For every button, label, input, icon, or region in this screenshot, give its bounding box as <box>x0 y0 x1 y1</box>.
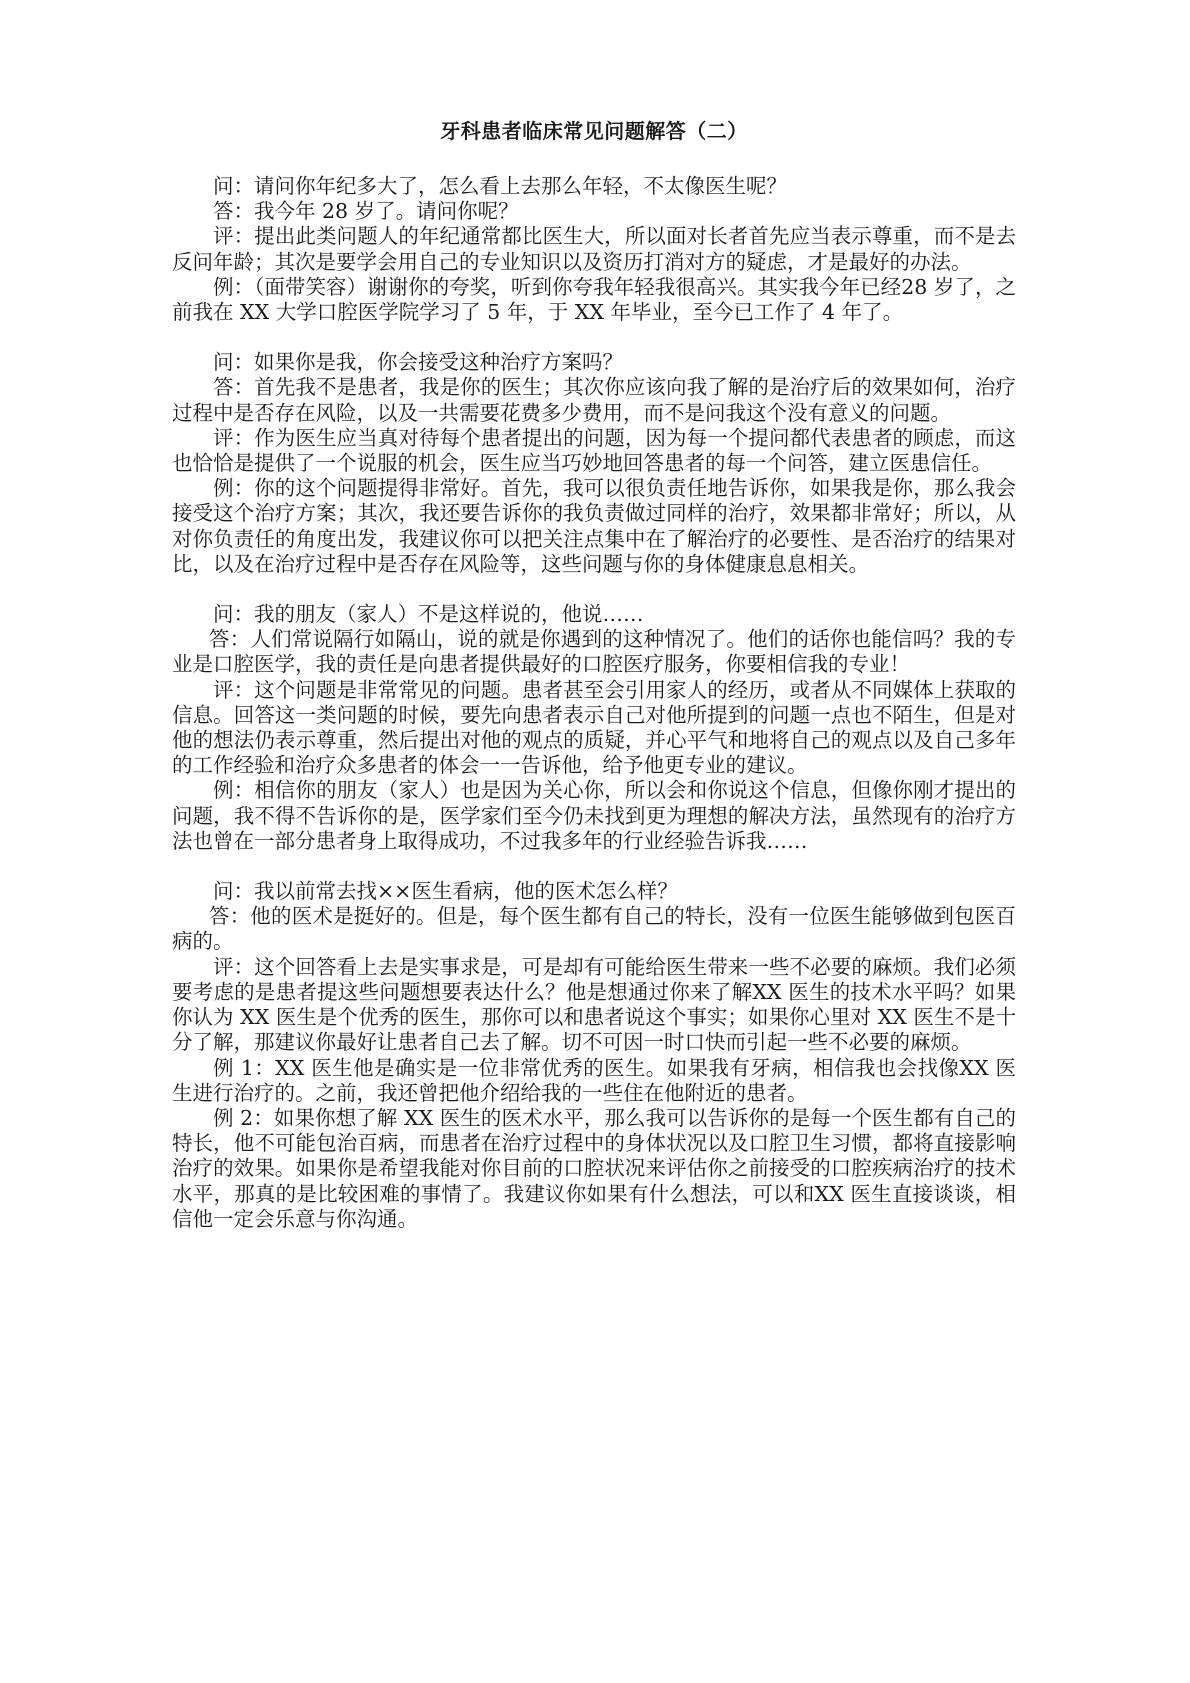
comment-paragraph: 评：这个回答看上去是实事求是，可是却有可能给医生带来一些不必要的麻烦。我们必须要考虑的是患者提这些问题想要表达什么？他是想通过你来了解XX 医生的技术水平吗？如果你认为 XX 医生是个优秀的医生，那你可以和患者说这个事实；如果你心里对 XX 医生不是十分了解，那建议你最好让患者自己去了解。切不可因一时口快而引起一些不必要的麻烦。 <box>172 954 1016 1055</box>
comment-paragraph: 评：提出此类问题人的年纪通常都比医生大，所以面对长者首先应当表示尊重，而不是去反问年龄；其次是要学会用自己的专业知识以及资历打消对方的疑虑，才是最好的办法。 <box>172 224 1016 274</box>
answer-paragraph: 答：他的医术是挺好的。但是，每个医生都有自己的特长，没有一位医生能够做到包医百病的。 <box>172 904 1016 954</box>
comment-paragraph: 评：作为医生应当真对待每个患者提出的问题，因为每一个提问都代表患者的顾虑，而这也恰恰是提供了一个说服的机会，医生应当巧妙地回答患者的每一个问答，建立医患信任。 <box>172 425 1016 476</box>
question-paragraph: 问：请问你年纪多大了，怎么看上去那么年轻，不太像医生呢？ <box>213 174 787 198</box>
qa-section-age <box>172 174 1016 325</box>
question-paragraph: 问：我以前常去找××医生看病，他的医术怎么样？ <box>213 879 678 904</box>
example-paragraph: 例：你的这个问题提得非常好。首先，我可以很负责任地告诉你，如果我是你，那么我会接受这个治疗方案；其次，我还要告诉你的我负责做过同样的治疗，效果都非常好；所以，从对你负责任的角度出发，我建议你可以把关注点集中在了解治疗的必要性、是否治疗的结果对比，以及在治疗过程中是否存在风险等，这些问题与你的身体健康息息相关。 <box>172 476 1016 576</box>
question-paragraph: 问：如果你是我，你会接受这种治疗方案吗？ <box>213 350 623 375</box>
document-page <box>172 118 1016 1257</box>
answer-paragraph: 答：人们常说隔行如隔山，说的就是你遇到的这种情况了。他们的话你也能信吗？我的专业是口腔医学，我的责任是向患者提供最好的口腔医疗服务，你要相信我的专业！ <box>172 627 1016 677</box>
qa-section-treatment-plan <box>172 350 1016 577</box>
example-paragraph: 例：相信你的朋友（家人）也是因为关心你，所以会和你说这个信息，但像你刚才提出的问题，我不得不告诉你的是，医学家们至今仍未找到更为理想的解决方法，虽然现有的治疗方法也曾在一部分患者身上取得成功，不过我多年的行业经验告诉我…… <box>172 778 1016 853</box>
example-1-paragraph: 例 1：XX 医生他是确实是一位非常优秀的医生。如果我有牙病，相信我也会找像XX 医生进行治疗的。之前，我还曾把他介绍给我的一些住在他附近的患者。 <box>172 1055 1016 1105</box>
qa-section-friends-opinion <box>172 602 1016 854</box>
comment-paragraph: 评：这个问题是非常常见的问题。患者甚至会引用家人的经历，或者从不同媒体上获取的信息。回答这一类问题的时候，要先向患者表示自己对他所提到的问题一点也不陌生，但是对他的想法仍表示尊重，然后提出对他的观点的质疑，并心平气和地将自己的观点以及自己多年的工作经验和治疗众多患者的体会一一告诉他，给予他更专业的建议。 <box>172 677 1016 778</box>
question-paragraph: 问：我的朋友（家人）不是这样说的，他说…… <box>213 602 644 627</box>
answer-paragraph: 答：我今年 28 岁了。请问你呢？ <box>213 199 519 224</box>
example-2-paragraph: 例 2：如果你想了解 XX 医生的医术水平，那么我可以告诉你的是每一个医生都有自己的特长，他不可能包治百病，而患者在治疗过程中的身体状况以及口腔卫生习惯，都将直接影响治疗的效果。如果你是希望我能对你目前的口腔状况来评估你之前接受的口腔疾病治疗的技术水平，那真的是比较困难的事情了。我建议你如果有什么想法，可以和XX 医生直接谈谈，相信他一定会乐意与你沟通。 <box>172 1105 1016 1231</box>
example-paragraph: 例：（面带笑容）谢谢你的夸奖，听到你夸我年轻我很高兴。其实我今年已经28 岁了，之前我在 XX 大学口腔医学院学习了 5 年，于 XX 年毕业，至今已工作了 4 年了。 <box>172 274 1016 325</box>
document-title: 牙科患者临床常见问题解答（二） <box>440 119 748 143</box>
answer-paragraph: 答：首先我不是患者，我是你的医生；其次你应该向我了解的是治疗后的效果如何，治疗过程中是否存在风险，以及一共需要花费多少费用，而不是问我这个没有意义的问题。 <box>172 375 1016 425</box>
qa-section-other-doctor <box>172 879 1016 1232</box>
